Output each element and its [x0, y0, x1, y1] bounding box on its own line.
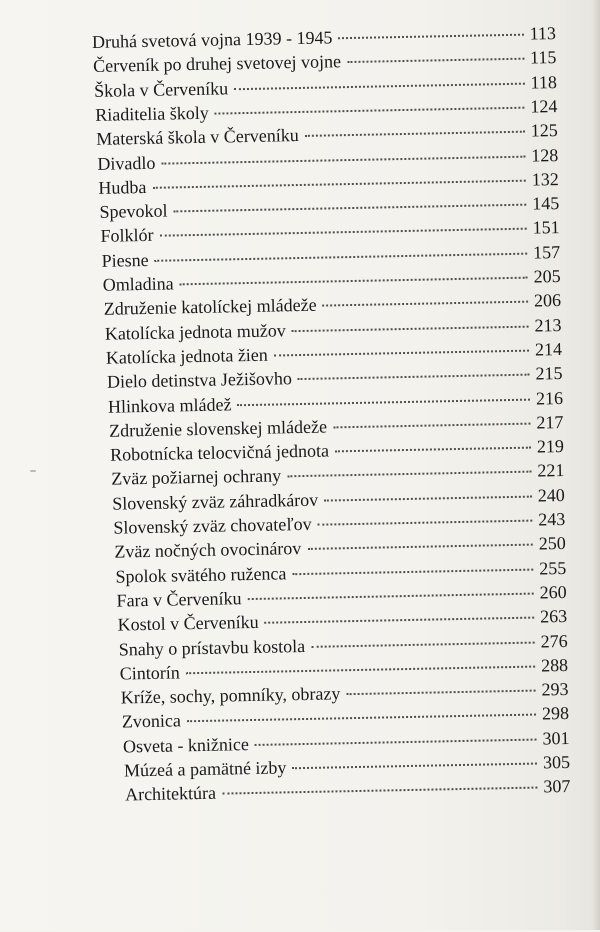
toc-entry-page-number: 276	[540, 630, 568, 651]
toc-entry-page-number: 128	[531, 144, 559, 166]
toc-entry-page-number: 205	[533, 266, 561, 287]
toc-entry-page-number: 240	[537, 484, 565, 506]
toc-entry-title: Omladina	[102, 273, 174, 295]
toc-entry-page-number: 288	[540, 654, 569, 676]
toc-entry-page-number: 145	[532, 193, 560, 214]
toc-entry-title: Kostol v Červeníku	[117, 612, 259, 635]
toc-entry-page-number: 307	[543, 776, 571, 797]
toc-dot-leader	[292, 568, 533, 575]
toc-entry-title: Zvonica	[121, 710, 182, 732]
toc-entry-title: Združenie slovenskej mládeže	[108, 416, 328, 441]
toc-entry-title: Múzeá a pamätné izby	[123, 757, 287, 781]
toc-entry-page-number: 115	[529, 47, 557, 68]
toc-entry-page-number: 298	[541, 703, 570, 724]
toc-entry-title: Architektúra	[124, 783, 217, 805]
toc-dot-leader	[248, 592, 534, 599]
toc-dot-leader	[311, 641, 534, 647]
toc-dot-leader	[173, 204, 526, 213]
toc-entry-title: Katolícka jednota žien	[105, 344, 268, 368]
toc-dot-leader	[333, 422, 530, 428]
toc-entry-page-number: 250	[538, 533, 566, 554]
toc-entry-page-number: 113	[529, 23, 557, 44]
toc-dot-leader	[347, 58, 524, 63]
toc-entry-title: Katolícka jednota mužov	[104, 319, 286, 344]
toc-entry-title: Piesne	[101, 249, 149, 271]
toc-dot-leader	[292, 325, 529, 332]
toc-entry-title: Riaditelia školy	[95, 102, 209, 125]
toc-entry-title: Združenie katolíckej mládeže	[103, 294, 317, 320]
toc-entry-title: Hlinkova mládež	[107, 393, 232, 417]
toc-entry-page-number: 217	[536, 411, 564, 433]
toc-entry-title: Materská škola v Červeníku	[96, 125, 299, 150]
toc-dot-leader	[187, 714, 536, 723]
toc-entry-title: Slovenský zväz chovateľov	[113, 513, 312, 538]
toc-dot-leader	[335, 447, 531, 453]
toc-entry-title: Snahy o prístavbu kostola	[118, 635, 306, 660]
toc-entry-title: Spolok svätého ruženca	[115, 562, 287, 587]
toc-entry-title: Divadlo	[97, 152, 156, 174]
toc-dot-leader	[186, 665, 535, 674]
toc-dot-leader	[318, 520, 533, 526]
toc-entry-page-number: 157	[532, 241, 561, 263]
toc-dot-leader	[307, 544, 532, 550]
toc-dot-leader	[234, 82, 524, 90]
toc-entry-title: Dielo detinstva Ježišovho	[106, 368, 293, 392]
toc-entry-page-number: 125	[530, 120, 558, 141]
toc-entry-page-number: 221	[537, 460, 565, 481]
toc-entry-page-number: 124	[530, 95, 558, 117]
toc-dot-leader	[324, 495, 532, 501]
toc-dot-leader	[152, 179, 525, 188]
toc-dot-leader	[237, 398, 530, 406]
toc-dot-leader	[180, 277, 528, 286]
toc-entry-title: Robotnícka telocvičná jednota	[109, 440, 330, 465]
toc-entry-title: Druhá svetová vojna 1939 - 1945	[91, 27, 333, 52]
toc-dot-leader	[292, 763, 537, 770]
toc-entry-title: Slovenský zväz záhradkárov	[112, 489, 319, 514]
toc-entry-page-number: 263	[539, 606, 568, 627]
toc-entry-title: Červeník po druhej svetovej vojne	[92, 51, 342, 77]
toc-entry-title: Hudba	[98, 176, 147, 198]
toc-entry-title: Zväz nočných ovocinárov	[114, 538, 302, 562]
toc-entry-title: Folklór	[100, 225, 154, 247]
toc-dot-leader	[298, 374, 530, 380]
toc-entry-title: Cintorín	[119, 662, 180, 684]
toc-entry-page-number: 301	[542, 727, 570, 749]
toc-dot-leader	[215, 107, 525, 115]
toc-dot-leader	[155, 252, 528, 261]
toc-entry-page-number: 214	[534, 338, 563, 360]
toc-dot-leader	[161, 155, 525, 164]
toc-dot-leader	[222, 787, 537, 795]
toc-dot-leader	[338, 34, 523, 40]
toc-entry-page-number: 215	[535, 363, 563, 384]
toc-entry-page-number: 293	[541, 679, 569, 700]
toc-dot-leader	[287, 471, 531, 478]
toc-entry-page-number: 255	[539, 557, 567, 579]
toc-dot-leader	[346, 690, 535, 696]
toc-entry-title: Osveta - knižnice	[122, 733, 250, 757]
toc-entry-page-number: 219	[536, 436, 565, 457]
toc-entry-title: Kríže, sochy, pomníky, obrazy	[120, 683, 341, 708]
toc-entry-title: Fara v Červeníku	[116, 588, 242, 611]
toc-entry-page-number: 305	[542, 751, 571, 773]
toc-dot-leader	[160, 228, 527, 237]
toc-dot-leader	[323, 301, 529, 307]
toc-entry-page-number: 151	[532, 217, 560, 238]
toc-entry-page-number: 243	[538, 508, 566, 530]
toc-entry-page-number: 213	[534, 314, 562, 336]
toc-entry-page-number: 216	[535, 387, 564, 409]
toc-dot-leader	[274, 350, 529, 357]
toc-entry-page-number: 118	[530, 71, 558, 93]
toc-entry-page-number: 260	[539, 581, 567, 603]
toc-entry-page-number: 132	[531, 168, 559, 190]
toc-entry-title: Spevokol	[99, 200, 168, 222]
toc-dot-leader	[265, 617, 535, 624]
toc-dot-leader	[305, 131, 525, 137]
toc-entry-title: Škola v Červeníku	[93, 77, 229, 101]
toc-entry-page-number: 206	[533, 290, 562, 311]
toc-dot-leader	[255, 738, 537, 745]
toc-entry-title: Zväz požiarnej ochrany	[111, 465, 282, 490]
